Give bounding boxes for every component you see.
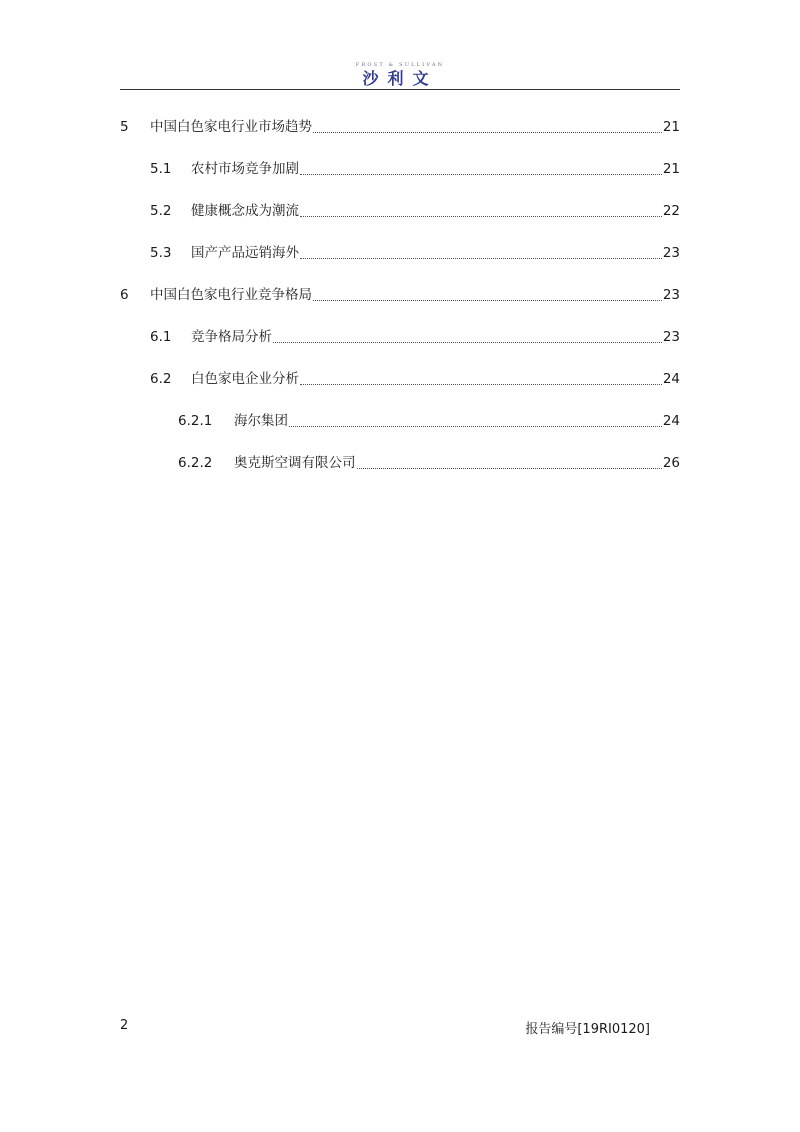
toc-dot-leader — [300, 202, 662, 217]
logo-chinese-text: 沙利文 — [362, 69, 438, 88]
toc-entry-number: 5 — [120, 119, 129, 135]
toc-entry[interactable] — [120, 400, 680, 442]
toc-dot-leader — [289, 412, 662, 427]
toc-entry-number: 5.3 — [150, 245, 172, 261]
toc-entry-page: 21 — [662, 119, 680, 135]
footer-report-id: 报告编号[19RI0120] — [525, 1022, 650, 1037]
toc-entry-title: 中国白色家电行业市场趋势 — [150, 119, 312, 135]
toc-entry[interactable] — [120, 190, 680, 232]
toc-entry-number: 5.1 — [150, 161, 172, 177]
toc-dot-leader — [300, 370, 662, 385]
toc-entry-page: 23 — [662, 245, 680, 261]
table-of-contents — [120, 106, 680, 484]
toc-entry[interactable] — [120, 316, 680, 358]
toc-dot-leader — [273, 328, 662, 343]
toc-entry-title: 中国白色家电行业竞争格局 — [150, 287, 312, 303]
header-divider — [120, 89, 680, 90]
toc-entry-page: 22 — [662, 203, 680, 219]
toc-dot-leader — [313, 286, 662, 301]
toc-entry-page: 23 — [662, 329, 680, 345]
toc-entry-title: 农村市场竞争加剧 — [191, 161, 299, 177]
toc-entry[interactable] — [120, 442, 680, 484]
toc-entry-number: 6.2 — [150, 371, 172, 387]
toc-entry-number: 6.2.1 — [178, 413, 213, 429]
toc-entry-title: 奥克斯空调有限公司 — [234, 455, 356, 471]
logo-english-text: FROST & SULLIVAN — [355, 62, 445, 68]
toc-entry-title: 健康概念成为潮流 — [191, 203, 299, 219]
toc-entry-title: 白色家电企业分析 — [191, 371, 299, 387]
toc-entry-title: 海尔集团 — [234, 413, 288, 429]
toc-entry[interactable] — [120, 358, 680, 400]
toc-entry[interactable] — [120, 232, 680, 274]
toc-dot-leader — [300, 160, 662, 175]
toc-entry[interactable] — [120, 106, 680, 148]
toc-entry-number: 6.1 — [150, 329, 172, 345]
toc-entry-number: 6.2.2 — [178, 455, 213, 471]
toc-entry-page: 21 — [662, 161, 680, 177]
toc-dot-leader — [300, 244, 662, 259]
toc-entry[interactable] — [120, 148, 680, 190]
toc-entry-number: 6 — [120, 287, 129, 303]
toc-dot-leader — [357, 454, 662, 469]
toc-dot-leader — [313, 118, 662, 133]
toc-entry-title: 竞争格局分析 — [191, 329, 272, 345]
toc-entry-number: 5.2 — [150, 203, 172, 219]
toc-entry-page: 24 — [662, 371, 680, 387]
toc-entry-title: 国产产品远销海外 — [191, 245, 299, 261]
page-header — [120, 54, 680, 90]
toc-entry-page: 26 — [662, 455, 680, 471]
toc-entry-page: 23 — [662, 287, 680, 303]
footer-page-number: 2 — [120, 1018, 129, 1033]
toc-entry[interactable] — [120, 274, 680, 316]
toc-entry-page: 24 — [662, 413, 680, 429]
